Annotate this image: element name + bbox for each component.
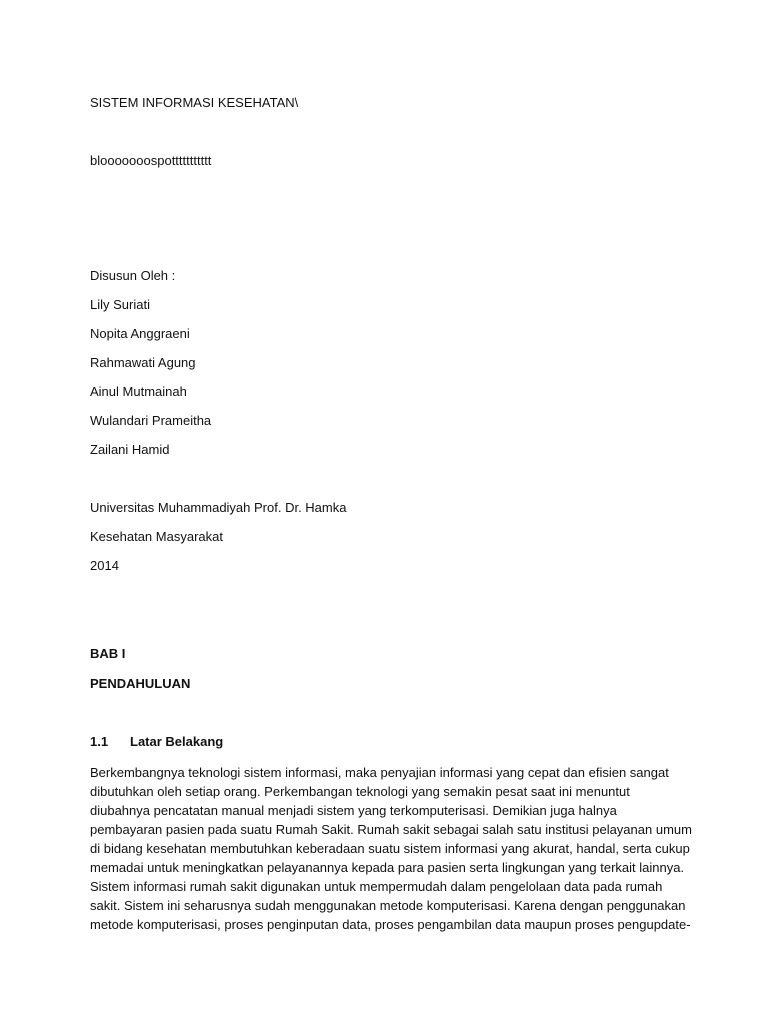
paragraph-line: metode komputerisasi, proses penginputan data, proses pengambilan data maupun proses pengupdate- [90,917,691,932]
compiled-by-label: Disusun Oleh : [90,268,176,283]
paragraph-line: memadai untuk meningkatkan pelayanannya kepada para pasien serta lingkungan yang terkait lainnya. [90,860,685,875]
paragraph-line: diubahnya pencatatan manual menjadi sistem yang terkomputerisasi. Demikian juga halnya [90,803,617,818]
faculty-name: Kesehatan Masyarakat [90,529,223,544]
document-subtitle: blooooooospottttttttttt [90,153,212,168]
paragraph-line: Sistem informasi rumah sakit digunakan untuk mempermudah dalam pengelolaan data pada rumah [90,879,663,894]
paragraph-line: di bidang kesehatan membutuhkan keberadaan suatu sistem informasi yang akurat, handal, serta cukup [90,841,690,856]
section-heading [90,734,223,750]
section-number: 1.1 [90,734,109,749]
author-name: Wulandari Prameitha [90,413,212,428]
author-name: Nopita Anggraeni [90,326,190,341]
section-title: Latar Belakang [130,734,224,749]
document-title: SISTEM INFORMASI KESEHATAN\ [90,95,299,110]
document-year: 2014 [90,558,119,573]
chapter-title: PENDAHULUAN [90,676,191,691]
author-name: Ainul Mutmainah [90,384,187,399]
paragraph-line: Berkembangnya teknologi sistem informasi, maka penyajian informasi yang cepat dan efisien sangat [90,765,669,780]
author-name: Rahmawati Agung [90,355,196,370]
body-paragraph [90,763,690,934]
university-name: Universitas Muhammadiyah Prof. Dr. Hamka [90,500,347,515]
paragraph-line: sakit. Sistem ini seharusnya sudah menggunakan metode komputerisasi. Karena dengan penggunakan [90,898,686,913]
paragraph-line: dibutuhkan oleh setiap orang. Perkembangan teknologi yang semakin pesat saat ini menuntut [90,784,630,799]
paragraph-line: pembayaran pasien pada suatu Rumah Sakit. Rumah sakit sebagai salah satu institusi pelayanan umum [90,822,692,837]
chapter-number: BAB I [90,646,126,661]
author-name: Zailani Hamid [90,442,170,457]
author-name: Lily Suriati [90,297,150,312]
